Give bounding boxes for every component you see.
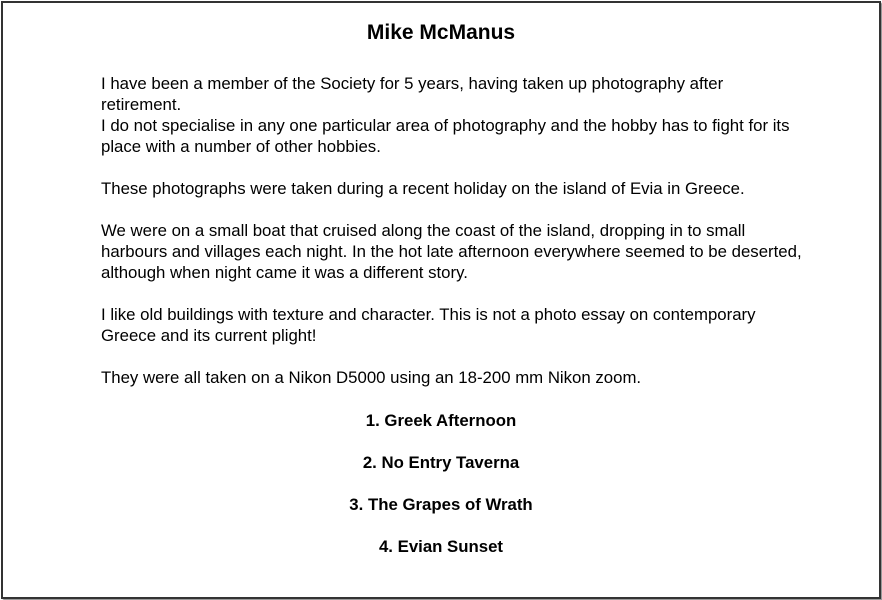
paragraph-camera bbox=[101, 367, 876, 388]
text-line: Greece and its current plight! bbox=[101, 326, 317, 345]
paragraph-boat bbox=[101, 220, 876, 283]
text-line: I do not specialise in any one particular area of photography and the hobby has to fight for its bbox=[101, 116, 790, 135]
photo-title: 2. No Entry Taverna bbox=[362, 453, 520, 472]
text-line: These photographs were taken during a recent holiday on the island of Evia in Greece. bbox=[101, 179, 745, 198]
paragraph-membership bbox=[101, 73, 876, 157]
text-line: harbours and villages each night. In the hot late afternoon everywhere seemed to be deserted, bbox=[101, 242, 802, 261]
photo-title: 1. Greek Afternoon bbox=[365, 411, 517, 430]
photo-title: 4. Evian Sunset bbox=[378, 537, 504, 556]
text-line: We were on a small boat that cruised along the coast of the island, dropping in to small bbox=[101, 221, 746, 240]
photo-title-list bbox=[3, 410, 879, 578]
text-line: place with a number of other hobbies. bbox=[101, 137, 381, 156]
text-line: I have been a member of the Society for 5 years, having taken up photography after bbox=[101, 74, 724, 93]
photo-title: 3. The Grapes of Wrath bbox=[349, 495, 533, 514]
text-line: I like old buildings with texture and character. This is not a photo essay on contemporary bbox=[101, 305, 756, 324]
intro-text bbox=[101, 73, 876, 409]
page-title: Mike McManus bbox=[366, 21, 516, 44]
text-line: They were all taken on a Nikon D5000 using an 18-200 mm Nikon zoom. bbox=[101, 368, 642, 387]
paragraph-buildings bbox=[101, 304, 876, 346]
text-line: retirement. bbox=[101, 95, 182, 114]
text-line: although when night came it was a different story. bbox=[101, 263, 468, 282]
paragraph-holiday bbox=[101, 178, 876, 199]
page-frame bbox=[1, 1, 881, 599]
